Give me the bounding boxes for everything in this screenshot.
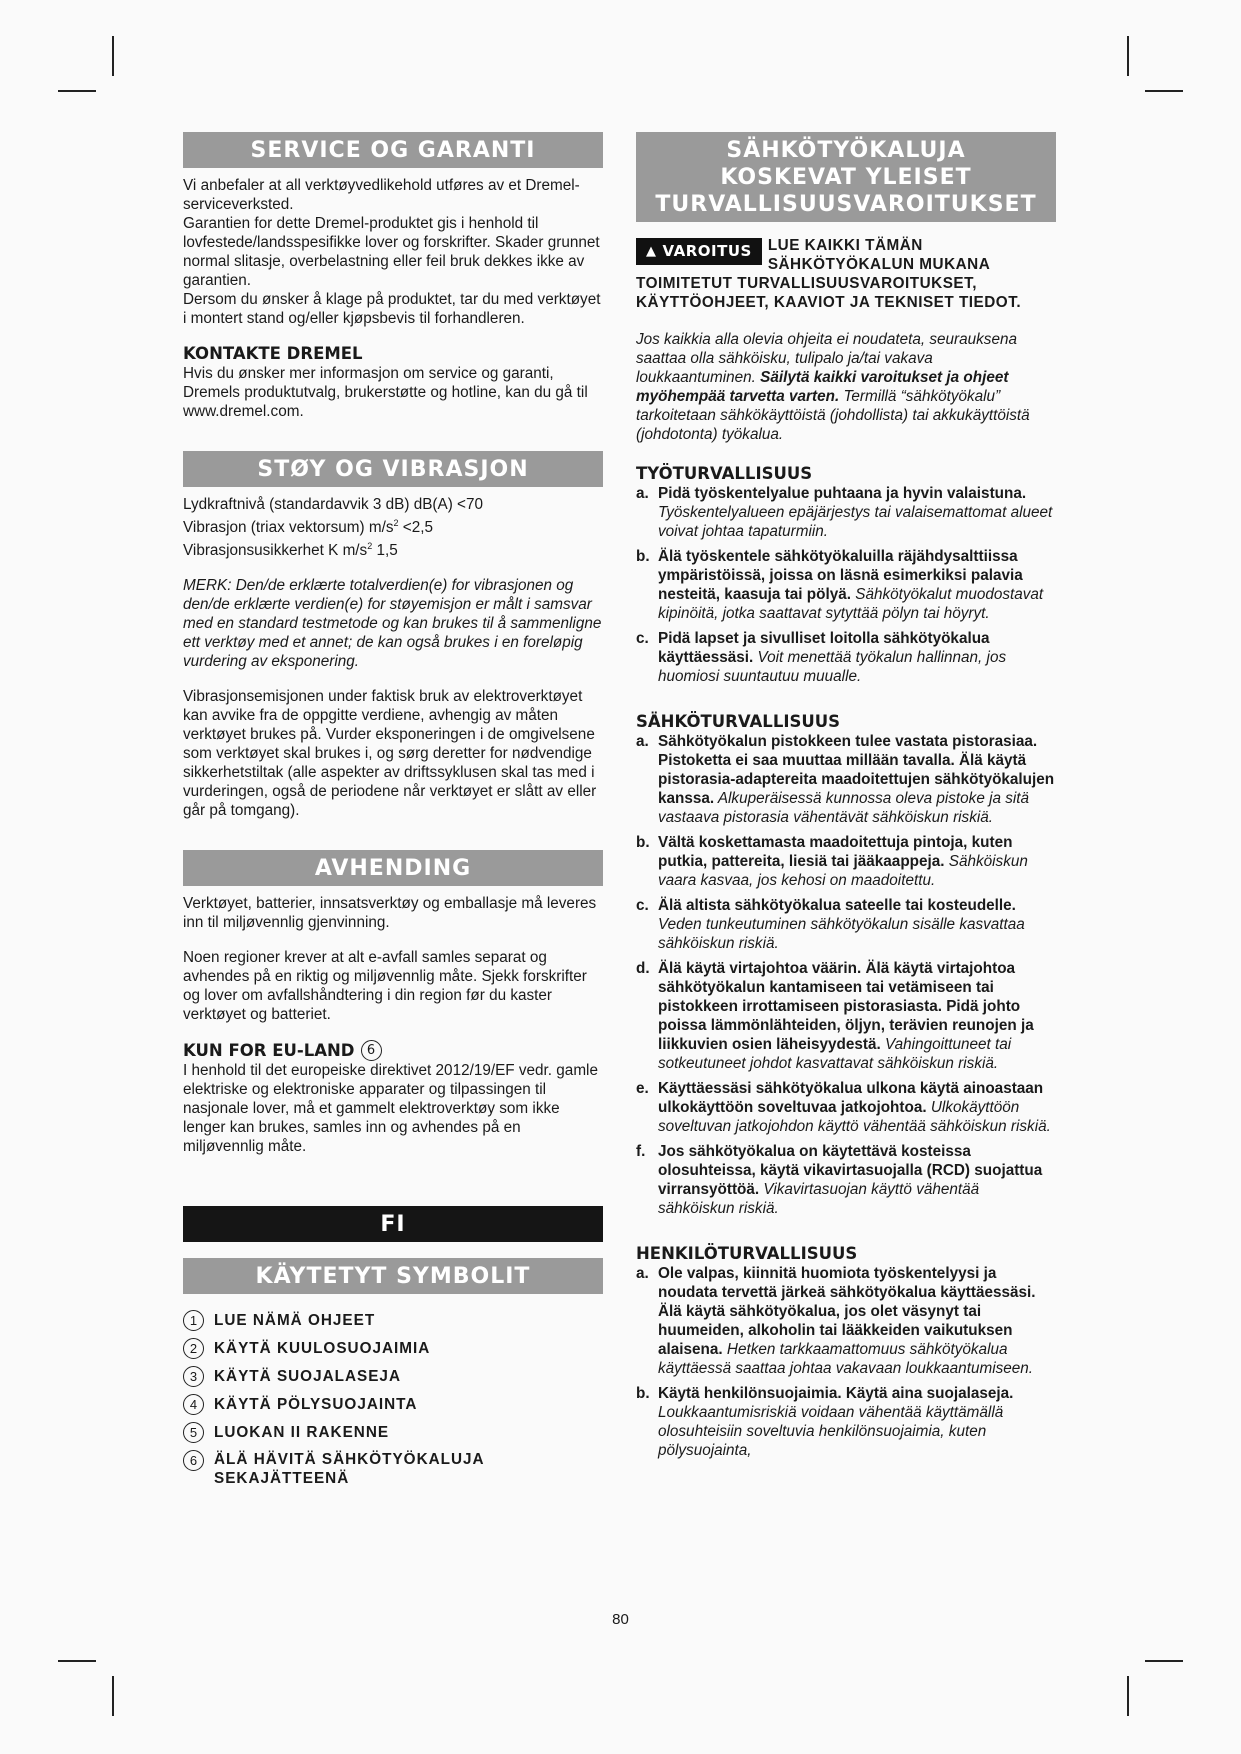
symbol-2-icon: 2 — [183, 1338, 204, 1359]
symbol-item: 1 LUE NÄMÄ OHJEET — [183, 1310, 603, 1331]
symbol-item: 2 KÄYTÄ KUULOSUOJAIMIA — [183, 1338, 603, 1359]
item-letter: b. — [636, 548, 650, 565]
service-paragraph: Dersom du ønsker å klage på produktet, tar du med verktøyet i montert stand og/eller kjøpsbevis til forhandleren. — [183, 291, 601, 327]
section-heading: HENKILÖTURVALLISUUS — [636, 1244, 858, 1263]
safety-sections — [636, 444, 1056, 1460]
item-text: Alkuperäisessä kunnossa oleva pistoke ja sitä vastaava pistorasia vähentävät sähköiskun riskiä. — [658, 790, 1030, 826]
symbol-3-icon: 3 — [183, 1366, 204, 1387]
safety-item — [636, 629, 1056, 686]
warning-block — [636, 236, 1056, 312]
warning-badge: ▲ VAROITUS — [636, 238, 762, 265]
symbol-4-icon: 4 — [183, 1394, 204, 1415]
item-text: Ulkokäyttöön soveltuvan jatkojohdon käyttö vähentää sähköiskun riskiä. — [658, 1099, 1051, 1135]
warning-triangle-icon: ▲ — [646, 244, 657, 259]
item-bold-text: Älä työskentele sähkötyökaluilla räjähdysalttiissa ympäristöissä, joissa on läsnä esimerkiksi palavia nesteitä, kaasuja tai pölyä. — [658, 548, 1023, 603]
safety-item — [636, 1079, 1056, 1136]
item-bold-text: Pidä lapset ja sivulliset loitolla sähkötyökalua käyttäessäsi. — [658, 630, 990, 666]
item-text: Hetken tarkkaamattomuus sähkötyökalua käyttäessä saattaa johtaa vakavaan loukkaantumiseen. — [658, 1341, 1034, 1377]
symbol-item: 5 LUOKAN II RAKENNE — [183, 1422, 603, 1443]
intro-text: Jos kaikkia alla olevia ohjeita ei noudateta, seurauksena saattaa olla sähköisku, tulipalo ja/tai vakava loukkaantuminen. Säilytä kaikki varoitukset ja ohjeet myöhempää tarvetta varten. Termillä “sähkötyökalu” tarkoitetaan sähkökäyttöistä (johdollista) tai akkukäyttöistä (johdotonta) työkalua. — [636, 331, 1030, 443]
service-heading: SERVICE OG GARANTI — [183, 132, 603, 168]
noise-heading: STØY OG VIBRASJON — [183, 451, 603, 487]
item-text: Vikavirtasuojan käyttö vähentää sähköiskun riskiä. — [658, 1181, 980, 1217]
safety-item — [636, 896, 1056, 953]
item-letter: f. — [636, 1143, 646, 1160]
item-letter: c. — [636, 630, 649, 647]
disposal-heading: AVHENDING — [183, 850, 603, 886]
noise-paragraph: Vibrasjonsemisjonen under faktisk bruk av elektroverktøyet kan avvike fra de oppgitte verdiene, avhengig av måten verktøyet brukes på. Vurder eksponeringen i de omgivelsene som verktøyet skal brukes i, og sørg deretter for nødvendige sikkerhetstiltak (alle aspekter av driftssyklusen skal tas med i vurderingen, også de periodene når verktøyet er slått av eller går på tomgang). — [183, 688, 597, 820]
item-bold-text: Älä altista sähkötyökalua sateelle tai kosteudelle. — [658, 897, 1016, 914]
item-text: Sähkötyökalut muodostavat kipinöitä, jotka saattavat sytyttää pölyn tai höyryt. — [658, 586, 1044, 622]
item-text: Vahingoittuneet tai sotkeutuneet johdot kasvattavat sähköiskun riskiä. — [658, 1036, 1012, 1072]
safety-item — [636, 833, 1056, 890]
symbol-item: 4 KÄYTÄ PÖLYSUOJAINTA — [183, 1394, 603, 1415]
contact-text: Hvis du ønsker mer informasjon om service og garanti, Dremels produktutvalg, brukerstøtte og hotline, kan du gå til www.dremel.com. — [183, 365, 588, 420]
warning-text: LUE KAIKKI TÄMÄN SÄHKÖTYÖKALUN MUKANA TOIMITETUT TURVALLISUUSVAROITUKSET, KÄYTTÖOHJEET, KAAVIOT JA TEKNISET TIEDOT. — [636, 237, 1022, 311]
item-text: Loukkaantumisriskiä voidaan vähentää käyttämällä olosuhteisiin soveltuvia henkilönsuojaimia, kuten pölysuojainta, — [658, 1404, 1004, 1459]
crop-mark — [58, 1660, 96, 1662]
noise-line: Vibrasjonsusikkerhet K $m/s^2$ 1,5 — [183, 541, 398, 560]
crop-mark — [58, 90, 96, 92]
item-bold-text: Sähkötyökalun pistokkeen tulee vastata pistorasiaa. Pistoketta ei saa muuttaa millään tavalla. Älä käytä pistorasia-adaptereita maadoitettujen sähkötyökalujen kanssa. — [658, 733, 1055, 807]
item-letter: b. — [636, 1385, 650, 1402]
contact-heading: KONTAKTE DREMEL — [183, 344, 363, 363]
symbol-item: 6 ÄLÄ HÄVITÄ SÄHKÖTYÖKALUJA SEKAJÄTTEENÄ — [183, 1450, 603, 1488]
safety-item — [636, 1142, 1056, 1218]
section-heading: TYÖTURVALLISUUS — [636, 464, 813, 483]
symbol-5-icon: 5 — [183, 1422, 204, 1443]
symbols-heading: KÄYTETYT SYMBOLIT — [183, 1258, 603, 1294]
service-paragraph: Vi anbefaler at all verktøyvedlikehold utføres av et Dremel-serviceverksted. — [183, 177, 580, 213]
item-bold-text: Älä käytä virtajohtoa väärin. Älä käytä virtajohtoa sähkötyökalun kantamiseen tai vetämiseen tai pistokkeen irrottamiseen pistorasiasta. Pidä johto poissa lämmönlähteiden, öljyn, terävien reunojen ja liikkuvien osien läheisyydestä. — [658, 960, 1034, 1053]
eu-text: I henhold til det europeiske direktivet 2012/19/EF vedr. gamle elektriske og elektroniske apparater og tilpassingen til nasjonale lover, må et gammelt elektroverktøy som ikke lenger kan brukes, samles inn og avhendes på en miljøvennlig måte. — [183, 1062, 598, 1156]
item-letter: c. — [636, 897, 649, 914]
item-letter: a. — [636, 485, 649, 502]
safety-item — [636, 959, 1056, 1073]
item-letter: d. — [636, 960, 650, 977]
safety-item — [636, 1264, 1056, 1378]
crop-mark — [1127, 1676, 1129, 1716]
crop-mark — [112, 36, 114, 76]
page-number: 80 — [612, 1611, 629, 1628]
item-text: Veden tunkeutuminen sähkötyökalun sisälle kasvattaa sähköiskun riskiä. — [658, 916, 1025, 952]
safety-item — [636, 547, 1056, 623]
symbol-6-icon: 6 — [361, 1040, 382, 1061]
symbol-item: 3 KÄYTÄ SUOJALASEJA — [183, 1366, 603, 1387]
noise-line: Vibrasjon (triax vektorsum) $m/s^2 <2,5$ — [183, 518, 433, 537]
disposal-paragraph: Noen regioner krever at alt e-avfall samles separat og avhendes på en riktig og miljøvennlig måte. Sjekk forskrifter og lover om avfallshåndtering i din region før du kaster verktøyet og batteriet. — [183, 949, 587, 1024]
item-text: Sähköiskun vaara kasvaa, jos kehosi on maadoitettu. — [658, 853, 1028, 889]
crop-mark — [1145, 1660, 1183, 1662]
crop-mark — [1127, 36, 1129, 76]
safety-item — [636, 732, 1056, 827]
noise-line: Lydkraftnivå (standardavvik 3 dB) dB(A) <70 — [183, 496, 483, 513]
eu-heading: KUN FOR EU-LAND 6 — [183, 1040, 603, 1061]
item-letter: e. — [636, 1080, 649, 1097]
right-column — [636, 132, 1056, 1466]
item-bold-text: Ole valpas, kiinnitä huomiota työskentelyysi ja noudata tervettä järkeä sähkötyökalua käyttäessäsi. Älä käytä sähkötyökalua, jos olet väsynyt tai huumeiden, alkoholin tai lääkkeiden vaikutuksen alaisena. — [658, 1265, 1036, 1358]
symbol-6-icon: 6 — [183, 1450, 204, 1471]
crop-mark — [1145, 90, 1183, 92]
item-bold-text: Käytä henkilönsuojaimia. Käytä aina suojalaseja. — [658, 1385, 1014, 1402]
item-bold-text: Vältä koskettamasta maadoitettuja pintoja, kuten putkia, pattereita, liesiä tai jääkaappeja. — [658, 834, 1013, 870]
item-text: Voit menettää työkalun hallinnan, jos huomiosi suuntautuu muualle. — [658, 649, 1007, 685]
safety-item — [636, 1384, 1056, 1460]
symbol-1-icon: 1 — [183, 1310, 204, 1331]
noise-note: MERK: Den/de erklærte totalverdien(e) for vibrasjonen og den/de erklærte verdien(e) for støyemisjon er målt i samsvar med en standard testmetode og kan brukes til å sammenligne ett verktøy med et annet; de kan også brukes i en foreløpig vurdering av eksponering. — [183, 577, 602, 671]
item-letter: a. — [636, 1265, 649, 1282]
item-bold-text: Pidä työskentelyalue puhtaana ja hyvin valaistuna. — [658, 485, 1027, 502]
item-bold-text: Jos sähkötyökalua on käytettävä kosteissa olosuhteissa, käytä vikavirtasuojalla (RCD) suojattua virransyöttöä. — [658, 1143, 1043, 1198]
disposal-paragraph: Verktøyet, batterier, innsatsverktøy og emballasje må leveres inn til miljøvennlig gjenvinning. — [183, 895, 597, 932]
symbol-list — [183, 1310, 603, 1488]
section-heading: SÄHKÖTURVALLISUUS — [636, 712, 841, 731]
item-text: Työskentelyalueen epäjärjestys tai valaisemattomat alueet voivat johtaa tapaturmiin. — [658, 504, 1053, 540]
safety-item — [636, 484, 1056, 541]
crop-mark — [112, 1676, 114, 1716]
item-bold-text: Käyttäessäsi sähkötyökalua ulkona käytä ainoastaan ulkokäyttöön soveltuvaa jatkojohtoa. — [658, 1080, 1044, 1116]
language-bar: FI — [183, 1206, 603, 1242]
service-paragraph: Garantien for dette Dremel-produktet gis i henhold til lovfestede/landsspesifikke lover og forskrifter. Skader grunnet normal slitasje, overbelastning eller feil bruk dekkes ikke av garantien. — [183, 215, 600, 289]
item-letter: b. — [636, 834, 650, 851]
item-letter: a. — [636, 733, 649, 750]
left-column — [183, 132, 603, 1495]
safety-heading: SÄHKÖTYÖKALUJA KOSKEVAT YLEISET TURVALLISUUSVAROITUKSET — [636, 132, 1056, 222]
